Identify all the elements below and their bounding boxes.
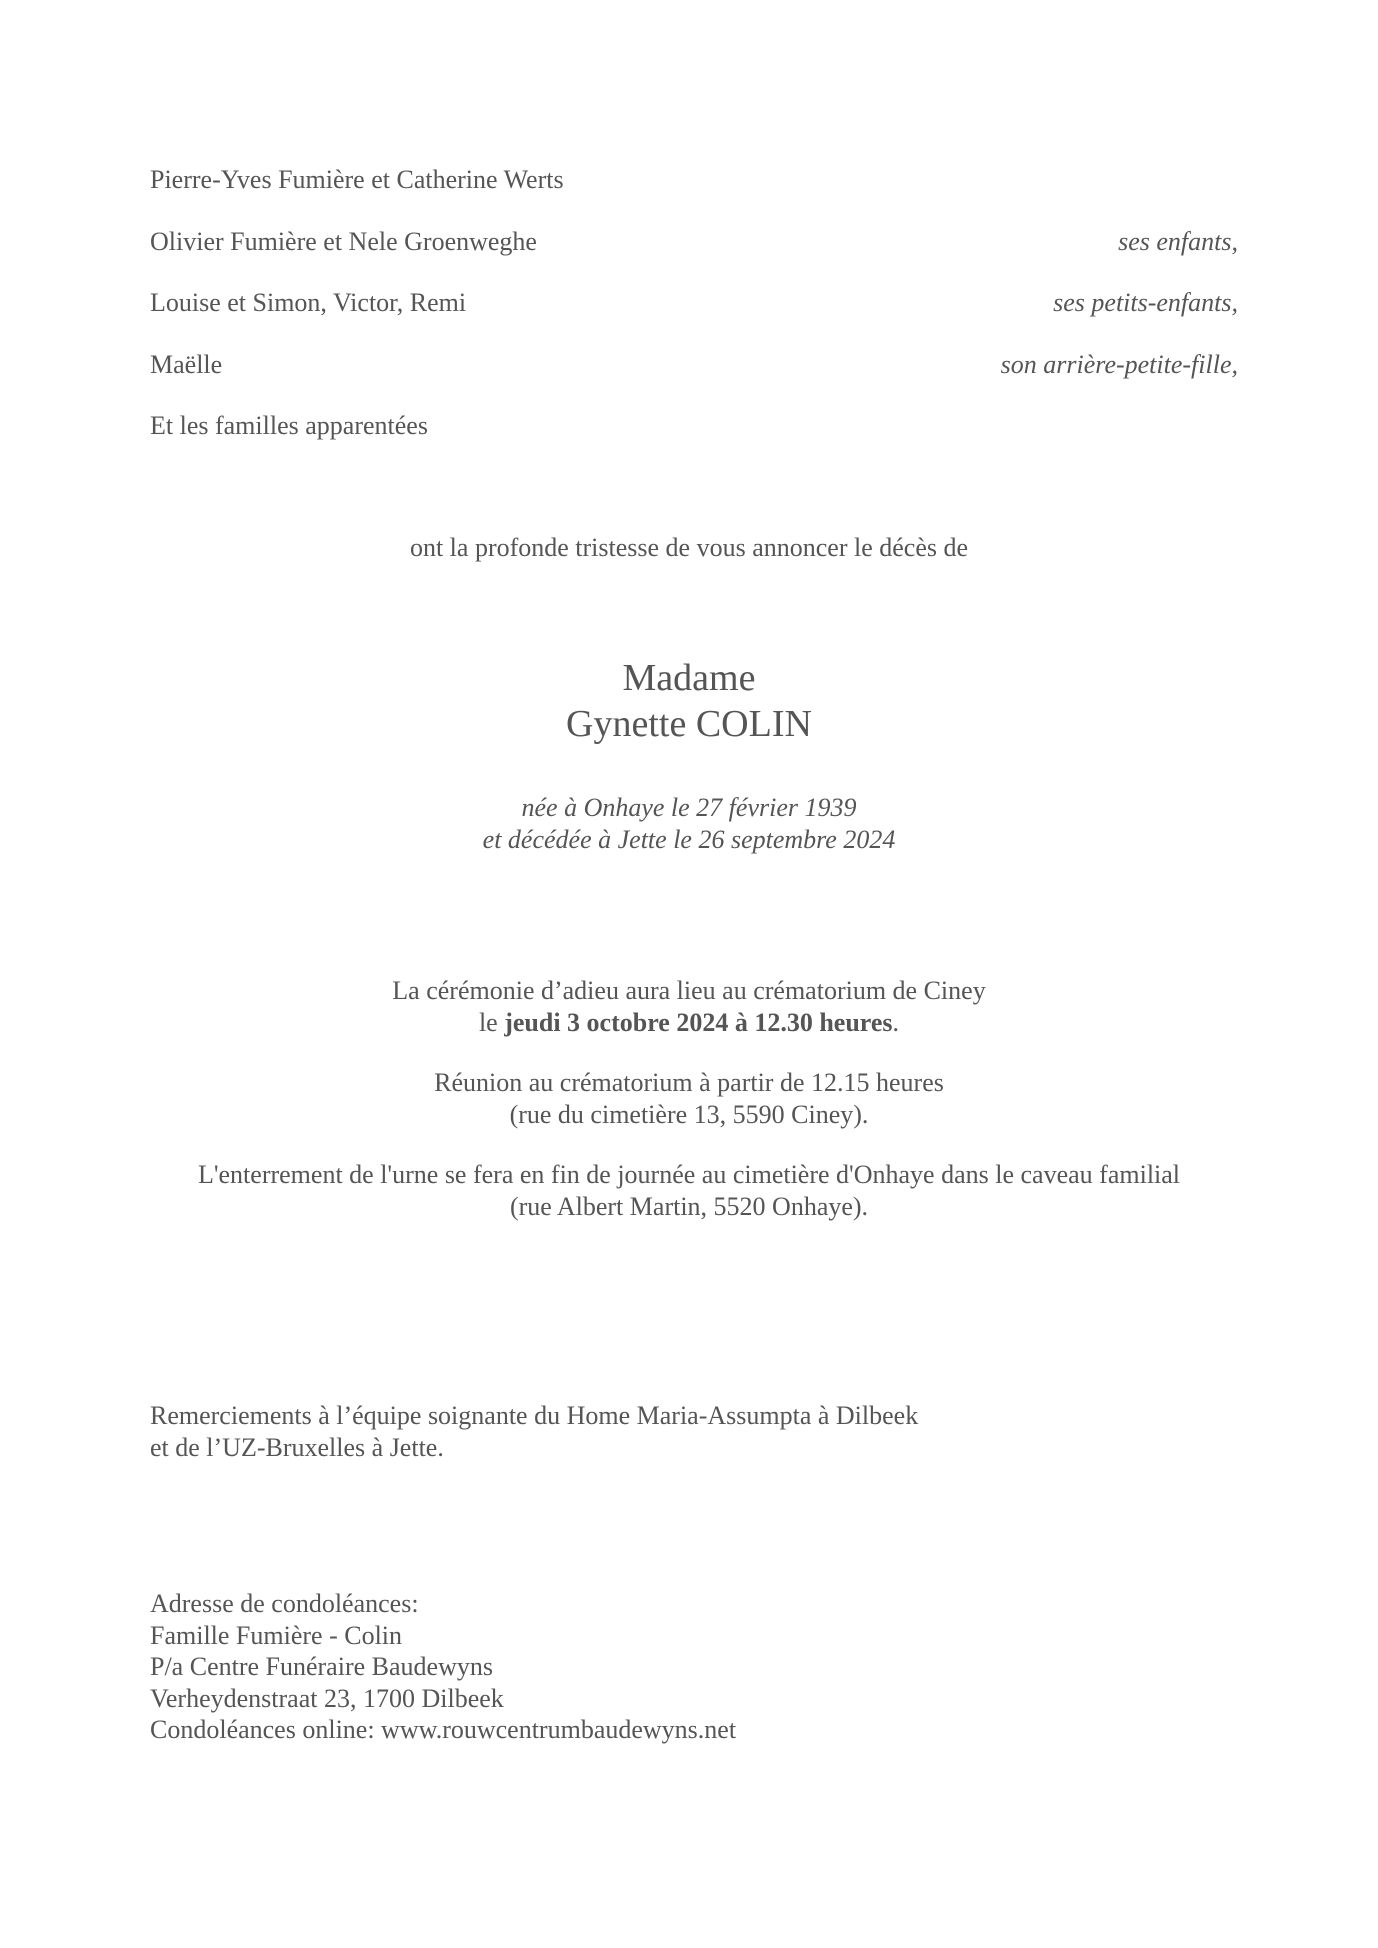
family-row: [150, 224, 1238, 286]
burial-paragraph: [0, 1159, 1378, 1223]
family-row: [150, 162, 1238, 224]
address-line: P/a Centre Funéraire Baudewyns: [150, 1652, 493, 1681]
meeting-address: (rue du cimetière 13, 5590 Ciney).: [509, 1100, 869, 1129]
family-row: [150, 347, 1238, 409]
burial-address: (rue Albert Martin, 5520 Onhaye).: [509, 1192, 869, 1221]
deceased-title: Madame: [622, 657, 756, 699]
ceremony-datetime-prefix: le: [478, 1008, 505, 1037]
deceased-name-block: [0, 655, 1378, 747]
family-row: [150, 285, 1238, 347]
family-member-name: Et les familles apparentées: [150, 411, 428, 440]
family-member-name: Olivier Fumière et Nele Groenweghe: [150, 226, 537, 256]
ceremony-details: [0, 975, 1378, 1251]
family-relation: ses enfants,: [1118, 226, 1238, 256]
condolence-address: [150, 1588, 736, 1746]
ceremony-datetime: [0, 1007, 1378, 1039]
ceremony-location: La cérémonie d’adieu aura lieu au crématorium de Ciney: [392, 976, 986, 1005]
burial-info: L'enterrement de l'urne se fera en fin de journée au cimetière d'Onhaye dans le caveau familial: [197, 1160, 1181, 1189]
ceremony-datetime-bold: jeudi 3 octobre 2024 à 12.30 heures: [504, 1008, 893, 1037]
life-dates: [0, 792, 1378, 856]
family-member-name: Pierre-Yves Fumière et Catherine Werts: [150, 165, 564, 194]
thanks-line: Remerciements à l’équipe soignante du Home Maria-Assumpta à Dilbeek: [150, 1401, 919, 1430]
family-row: [150, 408, 1238, 470]
ceremony-datetime-suffix: .: [892, 1008, 900, 1037]
address-line: Famille Fumière - Colin: [150, 1620, 403, 1650]
deceased-name: Gynette COLIN: [566, 703, 812, 745]
family-member-name: Louise et Simon, Victor, Remi: [150, 288, 467, 317]
family-relation: ses petits-enfants,: [1053, 288, 1238, 317]
thanks-line: et de l’UZ-Bruxelles à Jette.: [150, 1433, 444, 1462]
ceremony-paragraph: [0, 975, 1378, 1039]
meeting-time: Réunion au crématorium à partir de 12.15 heures: [434, 1068, 944, 1097]
meeting-paragraph: [0, 1067, 1378, 1131]
family-relation: son arrière-petite-fille,: [1000, 349, 1238, 379]
family-member-name: Maëlle: [150, 349, 223, 379]
address-heading: Adresse de condoléances:: [150, 1589, 419, 1618]
condolences-online-link[interactable]: Condoléances online: www.rouwcentrumbaudewyns.net: [150, 1715, 737, 1744]
death-info: et décédée à Jette le 26 septembre 2024: [482, 825, 896, 854]
address-line: Verheydenstraat 23, 1700 Dilbeek: [150, 1683, 504, 1713]
family-list: [150, 162, 1238, 470]
birth-info: née à Onhaye le 27 février 1939: [521, 793, 857, 822]
announcement-text: ont la profonde tristesse de vous annoncer le décès de: [409, 533, 969, 562]
thanks-text: [150, 1400, 918, 1464]
